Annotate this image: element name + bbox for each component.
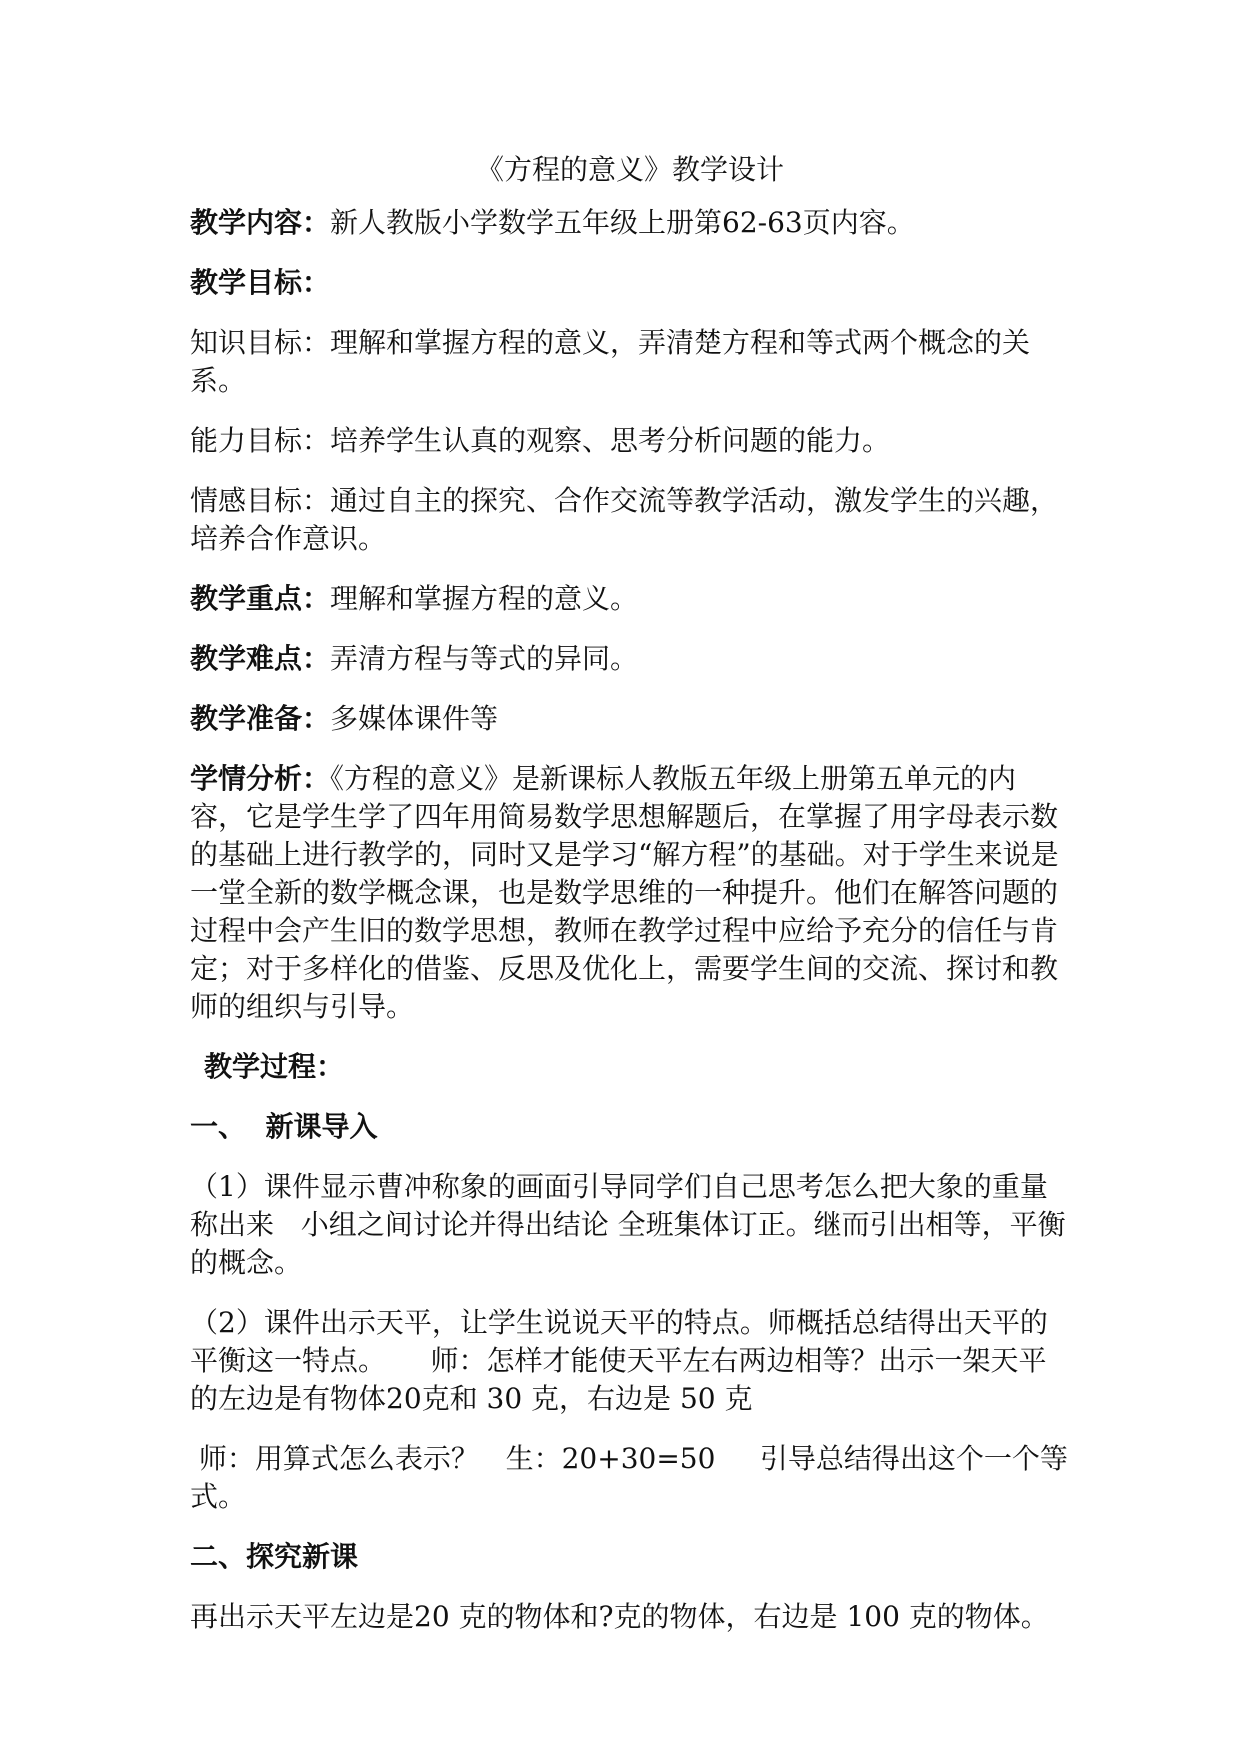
- teacher-question: 师：用算式怎么表示？ 生：20+30=50 引导总结得出这个一个等式。: [190, 1442, 1068, 1513]
- section2-heading: 二、探究新课: [190, 1540, 359, 1573]
- teaching-content: [190, 204, 1070, 242]
- difficulty: [190, 640, 1070, 678]
- section1-heading: 一、 新课导入: [190, 1110, 378, 1143]
- document-page: [190, 150, 1070, 1658]
- step2-text: （2）课件出示天平，让学生说说天平的特点。师概括总结得出天平的平衡这一特点。 师：怎样才能使天平左右两边相等？出示一架天平的左边是有物体20克和 30 克，右边是 50 克: [190, 1306, 1048, 1415]
- document-title: 《方程的意义》教学设计: [475, 153, 784, 186]
- learning-analysis: [190, 760, 1070, 1026]
- difficulty-label: 教学难点：: [190, 642, 331, 675]
- learning-analysis-label: 学情分析：: [190, 762, 331, 795]
- preparation-text: 多媒体课件等: [330, 702, 499, 735]
- key-point-text: 理解和掌握方程的意义。: [330, 582, 639, 615]
- objectives-heading: 教学目标：: [190, 266, 331, 299]
- knowledge-goal: 知识目标：理解和掌握方程的意义，弄清楚方程和等式两个概念的关系。: [190, 326, 1031, 397]
- key-point: [190, 580, 1070, 618]
- learning-analysis-text: 《方程的意义》是新课标人教版五年级上册第五单元的内容，它是学生学了四年用简易数学思想解题后，在掌握了用字母表示数的基础上进行教学的，同时又是学习“解方程”的基础。对于学生来说是一堂全新的数学概念课，也是数学思维的一种提升。他们在解答问题的过程中会产生旧的数学思想，教师在教学过程中应给予充分的信任与肯定；对于多样化的借鉴、反思及优化上，需要学生间的交流、探讨和教师的组织与引导。: [190, 762, 1059, 1023]
- preparation-label: 教学准备：: [190, 702, 331, 735]
- emotion-goal: 情感目标：通过自主的探究、合作交流等教学活动，激发学生的兴趣，培养合作意识。: [190, 484, 1059, 555]
- process-heading: 教学过程：: [204, 1050, 345, 1083]
- teaching-content-label: 教学内容：: [190, 206, 331, 239]
- step1-text: （1）课件显示曹冲称象的画面引导同学们自己思考怎么把大象的重量称出来 小组之间讨论并得出结论 全班集体订正。继而引出相等，平衡的概念。: [190, 1170, 1066, 1279]
- ability-goal: 能力目标：培养学生认真的观察、思考分析问题的能力。: [190, 424, 891, 457]
- key-point-label: 教学重点：: [190, 582, 331, 615]
- explore-text: 再出示天平左边是20 克的物体和?克的物体，右边是 100 克的物体。: [190, 1600, 1049, 1633]
- preparation: [190, 700, 1070, 738]
- difficulty-text: 弄清方程与等式的异同。: [330, 642, 639, 675]
- teaching-content-text: 新人教版小学数学五年级上册第62-63页内容。: [330, 206, 915, 239]
